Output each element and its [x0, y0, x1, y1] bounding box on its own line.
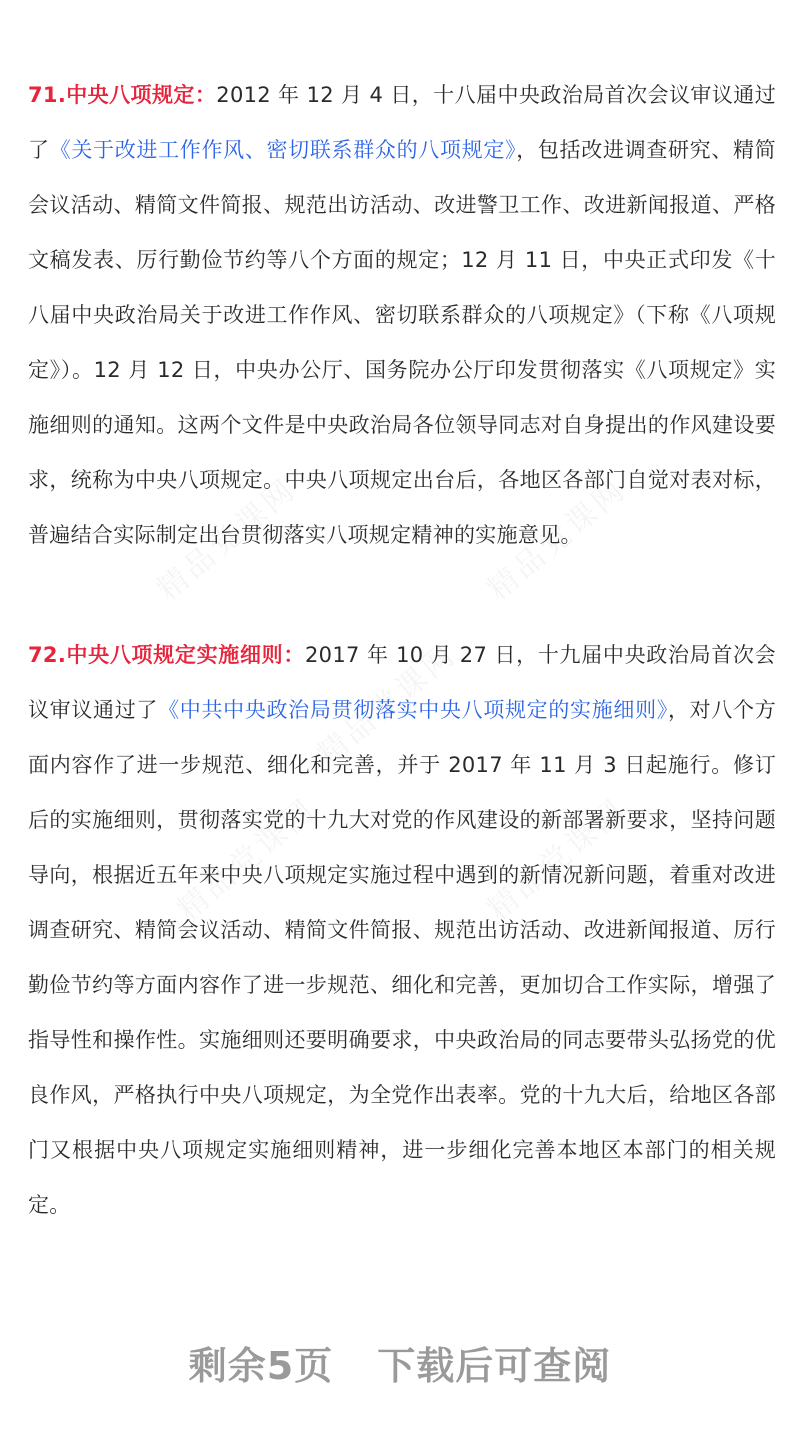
download-hint-label: 下载后可查阅	[377, 1344, 612, 1388]
entry-71-text-after: ，包括改进调查研究、精简会议活动、精简文件简报、规范出访活动、改进警卫工作、改进新闻报道、严格文稿发表、厉行勤俭节约等八个方面的规定；12 月 11 日，中央正式印发《十八届中央政治局关于改进工作作风、密切联系群众的八项规定》（下称《八项规定》）。12 月 12 日，中央办公厅、国务院办公厅印发贯彻落实《八项规定》实施细则的通知。这两个文件是中央政治局各位领导同志对自身提出的作风建设要求，统称为中央八项规定。中央八项规定出台后，各地区各部门自觉对表对标，普遍结合实际制定出台贯彻落实八项规定精神的实施意见。	[28, 138, 776, 547]
entry-72-document-title: 《中共中央政治局贯彻落实中央八项规定的实施细则》	[158, 698, 668, 722]
entry-72	[28, 628, 776, 1233]
entry-72-text-after: ，对八个方面内容作了进一步规范、细化和完善，并于 2017 年 11 月 3 日起施行。修订后的实施细则，贯彻落实党的十九大对党的作风建设的新部署新要求，坚持问题导向，根据近五年来中央八项规定实施过程中遇到的新情况新问题，着重对改进调查研究、精简会议活动、精简文件简报、规范出访活动、改进新闻报道、厉行勤俭节约等方面内容作了进一步规范、细化和完善，更加切合工作实际，增强了指导性和操作性。实施细则还要明确要求，中央政治局的同志要带头弘扬党的优良作风，严格执行中央八项规定，为全党作出表率。党的十九大后，给地区各部门又根据中央八项规定实施细则精神，进一步细化完善本地区本部门的相关规定。	[28, 698, 776, 1217]
entry-71-text-before: 2012 年 12 月 4 日，十八届中央政治局首次会议审议通过了	[28, 83, 776, 162]
remaining-pages-label: 剩余5页	[188, 1344, 334, 1388]
entry-71	[28, 68, 776, 563]
entry-72-text-before: 2017 年 10 月 27 日，十九届中央政治局首次会议审议通过了	[28, 643, 776, 722]
entry-72-heading: 72.中央八项规定实施细则：	[28, 643, 306, 667]
entry-71-heading: 71.中央八项规定：	[28, 83, 217, 107]
entry-71-document-title: 《关于改进工作作风、密切联系群众的八项规定》	[49, 138, 517, 162]
download-prompt[interactable]	[0, 1335, 800, 1390]
